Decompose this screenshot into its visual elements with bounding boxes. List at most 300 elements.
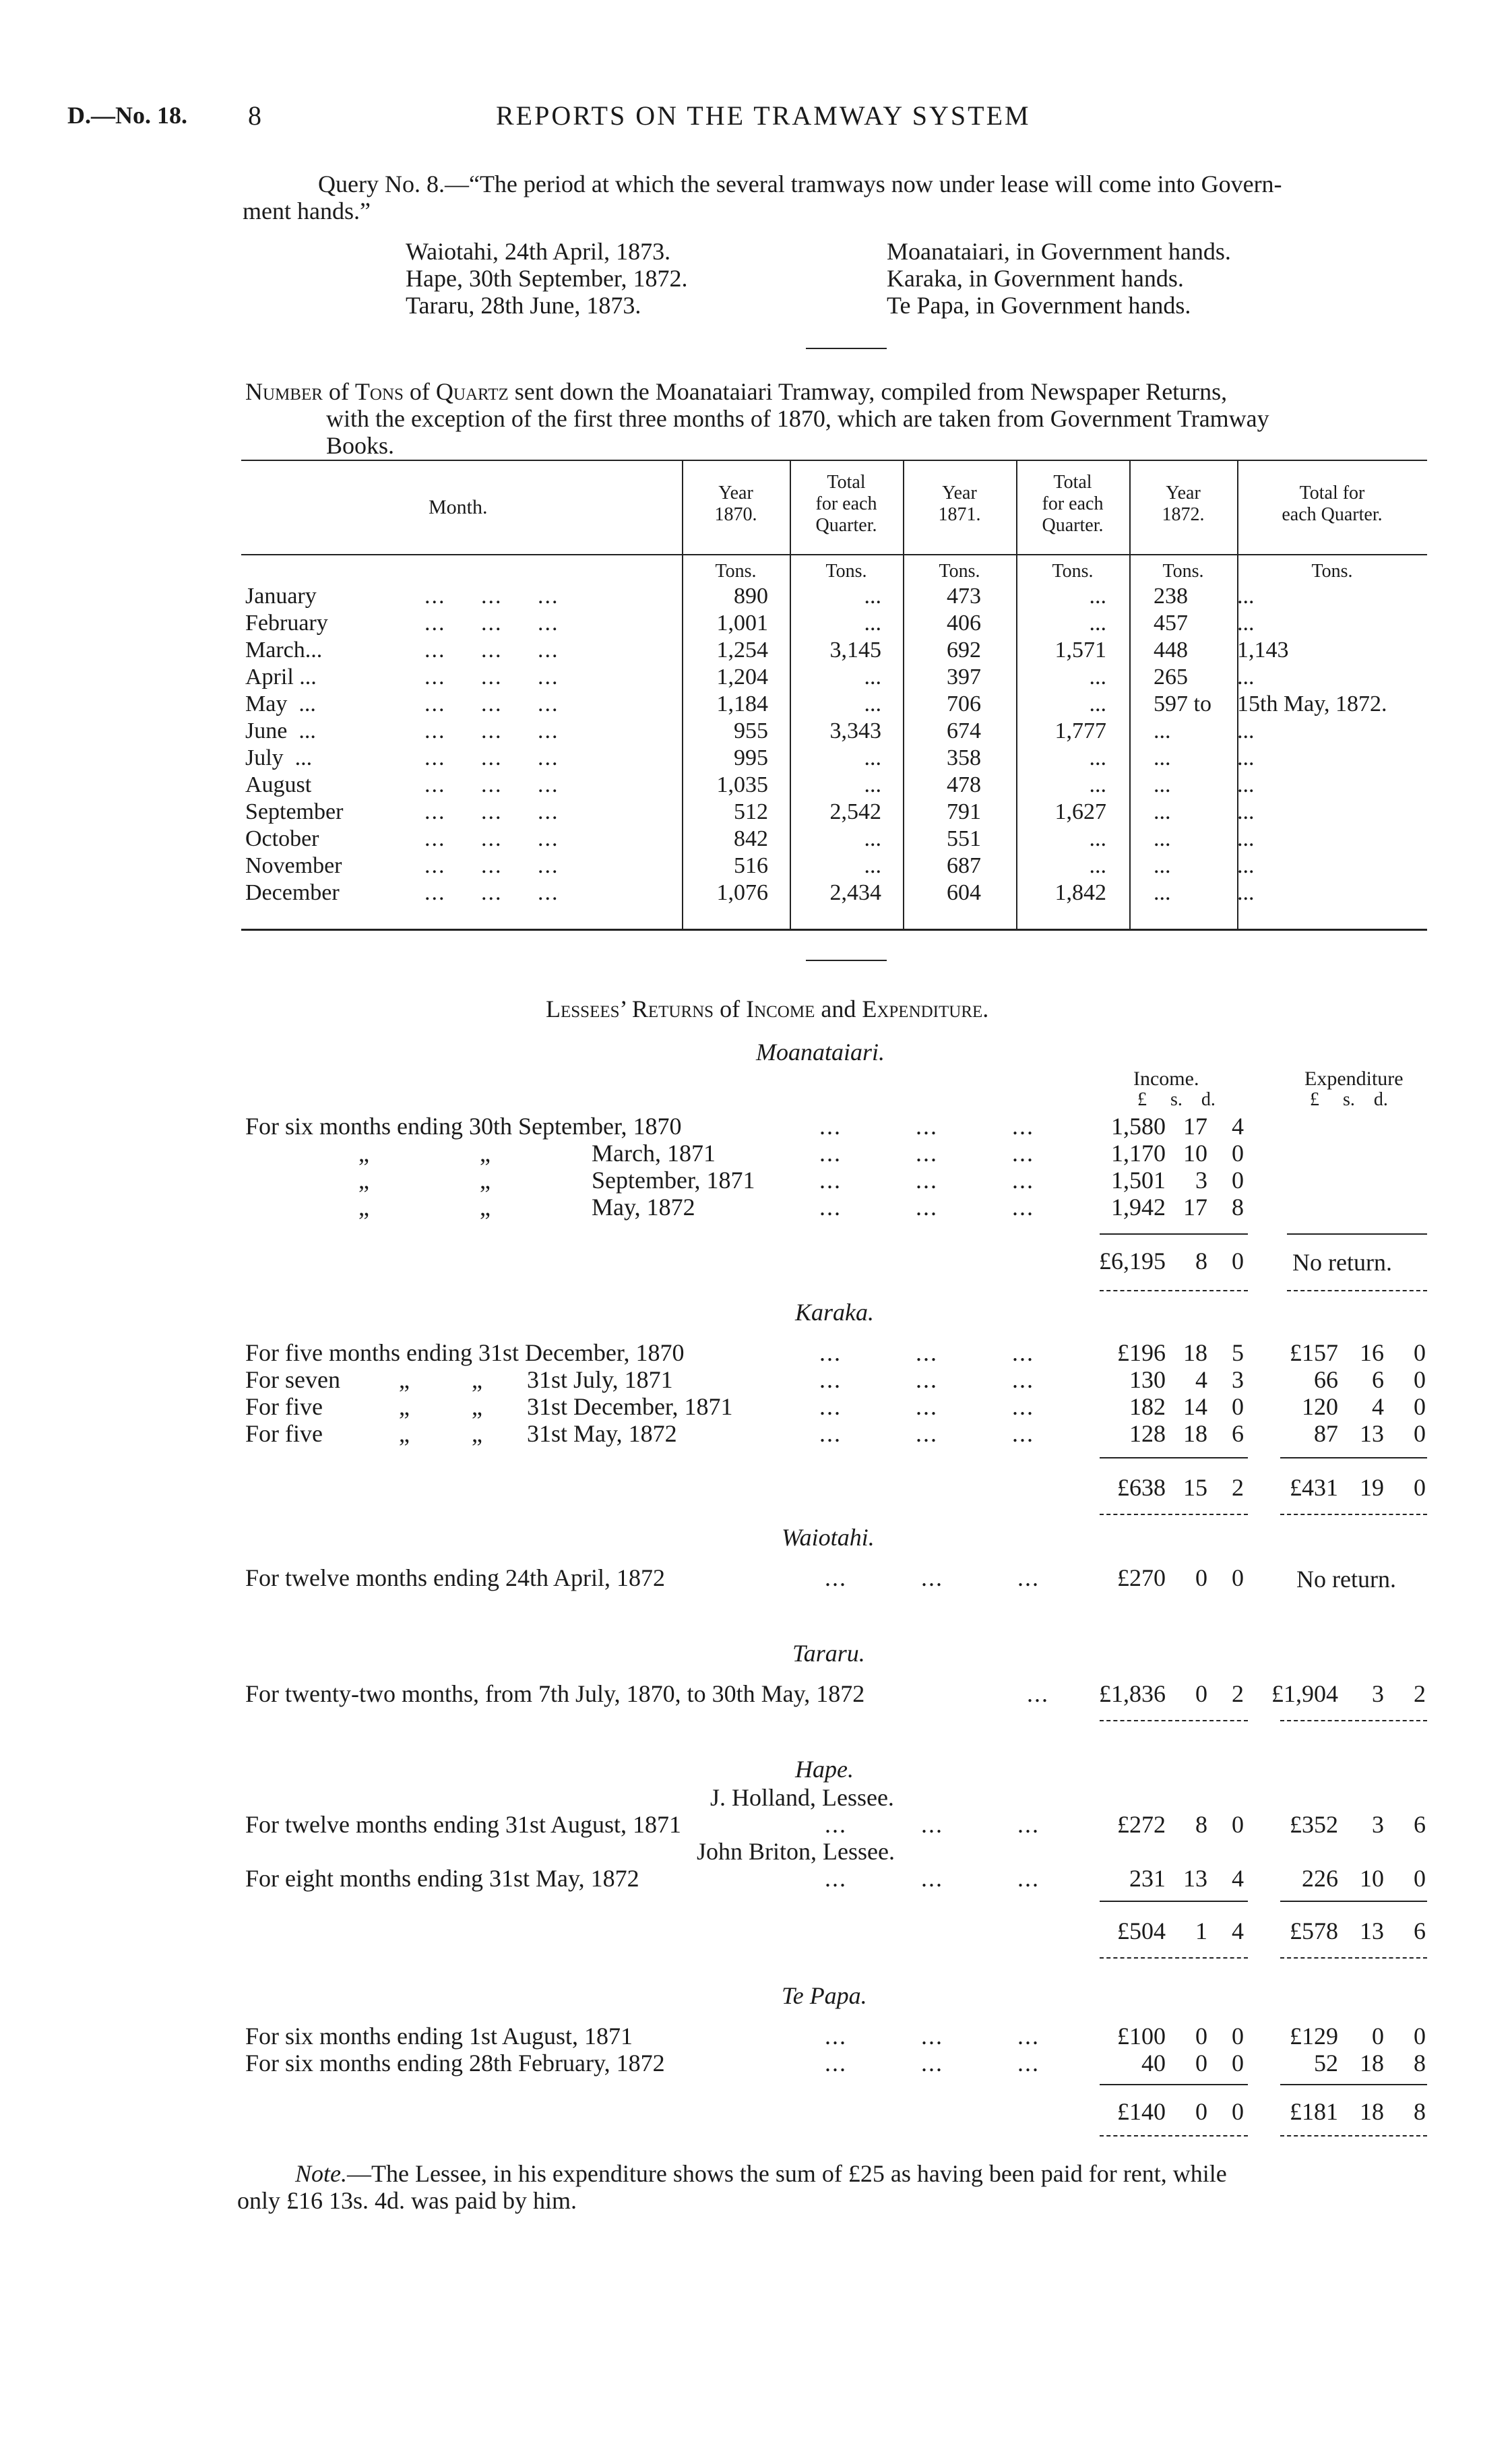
sum-rule [1100, 2084, 1248, 2085]
hape-row-2-dots: ... ... ... [825, 1865, 1040, 1892]
hape-total-exp-pounds: £578 [1290, 1917, 1338, 1944]
karaka-row-dots: ... ... ... [819, 1393, 1034, 1420]
caption-word: Quartz [435, 378, 509, 405]
query-line-2: ment hands.” [243, 197, 371, 224]
tepapa-r2-inc-pounds: 40 [1141, 2050, 1166, 2077]
moanataiari-inc_l: 1,501 [1111, 1167, 1166, 1194]
karaka-total-exp-pence: 0 [1414, 1474, 1426, 1501]
tepapa-total-inc-pence: 0 [1232, 2098, 1244, 2125]
quartz-cell-y1870: 1,184 [716, 691, 768, 716]
waiotahi-inc-pounds: £270 [1117, 1564, 1166, 1591]
hape-row-2-text: For eight months ending 31st May, 1872 [245, 1865, 639, 1892]
quartz-cell-month: February [245, 611, 328, 636]
query-right-3: Te Papa, in Government hands. [887, 292, 1191, 319]
sum-rule [1280, 1514, 1427, 1515]
quartz-cell-q2: ... [1089, 691, 1106, 716]
karaka-row-dots: ... ... ... [819, 1366, 1034, 1393]
heading-word: Lessees’ [546, 995, 626, 1022]
header-year-1872 [1129, 483, 1237, 526]
query-left-3: Tararu, 28th June, 1873. [406, 292, 641, 319]
tararu-text: For twenty-two months, from 7th July, 1870, to 30th May, 1872 [245, 1680, 865, 1707]
quartz-cell-q1: ... [864, 665, 881, 689]
quartz-cell-y1870: 995 [734, 745, 768, 770]
sum-rule [1100, 1290, 1248, 1291]
quartz-cell-month: December [245, 880, 340, 905]
income-lsd: £ s. d. [1137, 1089, 1216, 1110]
sum-rule [1100, 1720, 1248, 1721]
moanataiari-total-pence: 0 [1232, 1248, 1244, 1274]
hape-lessee-1: J. Holland, Lessee. [710, 1784, 894, 1811]
moanataiari-inc_d: 8 [1232, 1194, 1244, 1221]
header-year-1870 [682, 483, 790, 526]
karaka-row-text: For five [245, 1420, 323, 1447]
hape-total-inc-shillings: 1 [1195, 1917, 1207, 1944]
quartz-cell-y1871: 551 [947, 826, 981, 851]
quartz-cell-y1870: 955 [734, 718, 768, 743]
quartz-cell-q1: ... [864, 772, 881, 797]
quartz-cell-q3: ... [1237, 772, 1255, 797]
moanataiari-inc_d: 4 [1232, 1113, 1244, 1140]
quartz-caption-line-2: with the exception of the first three months of 1870, which are taken from Government Tramway [326, 405, 1269, 432]
hape-r2-inc-pence: 4 [1232, 1865, 1244, 1892]
ditto-mark: „ [358, 1194, 369, 1221]
quartz-cell-q3: ... [1237, 745, 1255, 770]
quartz-cell-q1: ... [864, 745, 881, 770]
moanataiari-inc_l: 1,170 [1111, 1140, 1166, 1167]
quartz-cell-y1871: 406 [947, 611, 981, 636]
tepapa-r2-exp-shillings: 18 [1360, 2050, 1384, 2077]
sum-rule [1280, 1901, 1427, 1902]
quartz-cell-y1870: 890 [734, 584, 768, 609]
ditto-mark: „ [399, 1366, 410, 1393]
quartz-cell-y1871: 397 [947, 665, 981, 689]
heading-word: Returns [625, 995, 714, 1022]
quartz-cell-month: August [245, 772, 312, 797]
quartz-cell-q1: ... [864, 853, 881, 878]
quartz-cell-y1870: 516 [734, 853, 768, 878]
karaka-row-dots: ... ... ... [819, 1339, 1034, 1366]
unit-label: Tons. [1311, 561, 1353, 582]
karaka-row-date: 31st May, 1872 [527, 1420, 677, 1447]
quartz-cell-q1: 3,145 [829, 638, 881, 663]
quartz-cell-y1872: ... [1154, 772, 1171, 797]
quartz-cell-q3: ... [1237, 665, 1255, 689]
tararu-exp-pence: 2 [1414, 1680, 1426, 1707]
page-title: REPORTS ON THE TRAMWAY SYSTEM [496, 100, 1031, 131]
karaka-exp-pounds: 66 [1314, 1366, 1338, 1393]
hape-r1-inc-pounds: £272 [1117, 1811, 1166, 1838]
sum-rule [1280, 2135, 1427, 2136]
page-number: 8 [248, 100, 261, 131]
quartz-cell-q3: ... [1237, 718, 1255, 743]
karaka-inc-shillings: 18 [1183, 1420, 1207, 1447]
quartz-cell-y1872: ... [1154, 745, 1171, 770]
heading-word: of [714, 995, 747, 1022]
caption-word: sent down the Moanataiari Tramway, compiled from Newspaper Returns, [508, 378, 1228, 405]
section-te-papa: Te Papa. [782, 1982, 867, 2009]
query-line-1: Query No. 8.—“The period at which the several tramways now under lease will come into Govern- [318, 171, 1282, 197]
quartz-cell-y1872: ... [1154, 853, 1171, 878]
quartz-cell-q1: 2,434 [829, 880, 881, 905]
quartz-cell-month: March... [245, 638, 323, 663]
tararu-exp-pounds: £1,904 [1271, 1680, 1338, 1707]
quartz-cell-q3: 15th May, 1872. [1237, 691, 1387, 716]
note-text: —The Lessee, in his expenditure shows the sum of £25 as having been paid for rent, while [347, 2160, 1227, 2187]
tepapa-r1-exp-pounds: £129 [1290, 2023, 1338, 2050]
moanataiari-dots: ... ... ... [819, 1140, 1034, 1167]
heading-word: Expenditure. [862, 995, 989, 1022]
karaka-exp-pounds: £157 [1290, 1339, 1338, 1366]
quartz-caption-line-1 [245, 377, 1227, 406]
ditto-mark: „ [358, 1140, 369, 1167]
quartz-cell-y1870: 512 [734, 799, 768, 824]
karaka-row-date: 31st July, 1871 [527, 1366, 673, 1393]
hape-r1-inc-pence: 0 [1232, 1811, 1244, 1838]
hape-row-1-text: For twelve months ending 31st August, 1871 [245, 1811, 681, 1838]
quartz-cell-q3: ... [1237, 584, 1255, 609]
quartz-cell-q1: 2,542 [829, 799, 881, 824]
header-text: Quarter. [815, 515, 877, 536]
ditto-mark: „ [480, 1167, 491, 1194]
waiotahi-inc-shillings: 0 [1195, 1564, 1207, 1591]
moanataiari-row-3-text: September, 1871 [592, 1167, 755, 1194]
quartz-cell-dots: ... ... ... [424, 665, 559, 689]
quartz-caption-line-3: Books. [326, 432, 395, 459]
tepapa-r1-inc-pounds: £100 [1117, 2023, 1166, 2050]
moanataiari-inc_l: 1,942 [1111, 1194, 1166, 1221]
karaka-exp-shillings: 13 [1360, 1420, 1384, 1447]
ditto-mark: „ [358, 1167, 369, 1194]
quartz-cell-y1872: ... [1154, 718, 1171, 743]
moanataiari-inc_s: 3 [1195, 1167, 1207, 1194]
sum-rule [1100, 1901, 1248, 1902]
karaka-total-inc-pence: 2 [1232, 1474, 1244, 1501]
moanataiari-row-2-text: March, 1871 [592, 1140, 716, 1167]
quartz-cell-dots: ... ... ... [424, 691, 559, 716]
tepapa-r2-inc-pence: 0 [1232, 2050, 1244, 2077]
quartz-cell-y1870: 842 [734, 826, 768, 851]
sum-rule [1100, 1514, 1248, 1515]
moanataiari-row-4-text: May, 1872 [592, 1194, 695, 1221]
sum-rule [1280, 1957, 1427, 1959]
quartz-cell-month: November [245, 853, 342, 878]
section-tararu: Tararu. [792, 1640, 865, 1667]
hape-r1-exp-shillings: 3 [1372, 1811, 1384, 1838]
quartz-cell-dots: ... ... ... [424, 772, 559, 797]
header-text: each Quarter. [1282, 504, 1383, 525]
tepapa-row-1-dots: ... ... ... [825, 2023, 1040, 2050]
tepapa-row-2-dots: ... ... ... [825, 2050, 1040, 2077]
header-text: for each [1042, 493, 1104, 514]
karaka-inc-shillings: 14 [1183, 1393, 1207, 1420]
query-left-2: Hape, 30th September, 1872. [406, 265, 688, 292]
query-left-1: Waiotahi, 24th April, 1873. [406, 238, 671, 265]
hape-lessee-2: John Briton, Lessee. [697, 1838, 895, 1865]
quartz-cell-y1871: 687 [947, 853, 981, 878]
karaka-total-inc-pounds: £638 [1117, 1474, 1166, 1501]
header-month: Month. [429, 496, 488, 518]
section-moanataiari: Moanataiari. [756, 1039, 885, 1066]
ditto-mark: „ [472, 1420, 482, 1447]
hape-total-inc-pence: 4 [1232, 1917, 1244, 1944]
heading-word: Income [746, 995, 815, 1022]
header-text: Year [1166, 483, 1201, 503]
document-reference: D.—No. 18. [67, 102, 187, 129]
moanataiari-inc_l: 1,580 [1111, 1113, 1166, 1140]
caption-word: of [322, 378, 355, 405]
quartz-cell-y1871: 706 [947, 691, 981, 716]
table-header-rule [241, 554, 1427, 555]
section-karaka: Karaka. [795, 1299, 874, 1326]
sum-rule [1287, 1233, 1427, 1235]
ditto-mark: „ [480, 1194, 491, 1221]
unit-label: Tons. [939, 561, 980, 582]
unit-label: Tons. [1052, 561, 1094, 582]
karaka-row-text: For five [245, 1393, 323, 1420]
karaka-inc-pounds: 182 [1129, 1393, 1166, 1420]
header-text: Total [827, 472, 866, 493]
quartz-cell-dots: ... ... ... [424, 853, 559, 878]
quartz-cell-q2: 1,571 [1054, 638, 1106, 663]
sum-rule [1280, 1720, 1427, 1721]
sum-rule [1100, 1233, 1248, 1235]
quartz-cell-q3: ... [1237, 853, 1255, 878]
quartz-cell-dots: ... ... ... [424, 611, 559, 636]
tararu-inc-pence: 2 [1232, 1680, 1244, 1707]
tararu-dots: ... [1027, 1680, 1049, 1707]
quartz-cell-y1871: 604 [947, 880, 981, 905]
sum-rule [1100, 1457, 1248, 1458]
quartz-cell-month: April ... [245, 665, 317, 689]
quartz-cell-y1871: 358 [947, 745, 981, 770]
karaka-row-text: For seven [245, 1366, 340, 1393]
ditto-mark: „ [472, 1366, 482, 1393]
table-top-rule [241, 460, 1427, 461]
divider [806, 348, 887, 349]
moanataiari-total-shillings: 8 [1195, 1248, 1207, 1274]
tepapa-total-exp-shillings: 18 [1360, 2098, 1384, 2125]
quartz-cell-y1871: 692 [947, 638, 981, 663]
quartz-cell-y1872: ... [1154, 799, 1171, 824]
quartz-cell-y1872: 457 [1154, 611, 1188, 636]
quartz-cell-q3: ... [1237, 826, 1255, 851]
karaka-exp-shillings: 4 [1372, 1393, 1384, 1420]
header-text: 1872. [1162, 504, 1205, 525]
header-text: Total [1053, 472, 1092, 493]
quartz-cell-q2: ... [1089, 853, 1106, 878]
karaka-inc-pence: 6 [1232, 1420, 1244, 1447]
ditto-mark: „ [472, 1393, 482, 1420]
hape-total-exp-shillings: 13 [1360, 1917, 1384, 1944]
divider [806, 960, 887, 961]
unit-label: Tons. [825, 561, 867, 582]
heading-word: and [815, 995, 862, 1022]
karaka-exp-pence: 0 [1414, 1420, 1426, 1447]
waiotahi-inc-pence: 0 [1232, 1564, 1244, 1591]
karaka-inc-pounds: 128 [1129, 1420, 1166, 1447]
quartz-cell-q2: ... [1089, 772, 1106, 797]
karaka-total-exp-shillings: 19 [1360, 1474, 1384, 1501]
quartz-cell-q1: ... [864, 826, 881, 851]
hape-r2-inc-shillings: 13 [1183, 1865, 1207, 1892]
quartz-cell-q1: ... [864, 691, 881, 716]
quartz-cell-y1871: 473 [947, 584, 981, 609]
tepapa-row-2-text: For six months ending 28th February, 1872 [245, 2050, 665, 2077]
header-year-1871 [903, 483, 1016, 526]
caption-word: Tons [354, 378, 404, 405]
header-text: 1871. [938, 504, 981, 525]
header-text: Year [718, 483, 753, 503]
tepapa-total-inc-shillings: 0 [1195, 2098, 1207, 2125]
caption-word: of [403, 378, 436, 405]
lessees-heading [546, 995, 988, 1023]
quartz-cell-q3: ... [1237, 611, 1255, 636]
quartz-cell-q1: ... [864, 611, 881, 636]
hape-r2-exp-pence: 0 [1414, 1865, 1426, 1892]
quartz-cell-y1870: 1,001 [716, 611, 768, 636]
hape-r1-exp-pence: 6 [1414, 1811, 1426, 1838]
quartz-cell-q2: 1,627 [1054, 799, 1106, 824]
header-total-quarter-1 [790, 472, 903, 536]
sum-rule [1100, 1957, 1248, 1959]
karaka-exp-pounds: 120 [1302, 1393, 1338, 1420]
tepapa-r1-exp-pence: 0 [1414, 2023, 1426, 2050]
quartz-cell-y1872: 238 [1154, 584, 1188, 609]
header-text: Year [942, 483, 977, 503]
quartz-cell-month: October [245, 826, 319, 851]
header-text: Quarter. [1042, 515, 1104, 536]
ditto-mark: „ [399, 1393, 410, 1420]
header-text: 1870. [714, 504, 757, 525]
header-total-quarter-3 [1237, 483, 1427, 526]
quartz-cell-dots: ... ... ... [424, 584, 559, 609]
tepapa-r2-exp-pounds: 52 [1314, 2050, 1338, 2077]
quartz-cell-q2: 1,842 [1054, 880, 1106, 905]
quartz-cell-q2: ... [1089, 826, 1106, 851]
karaka-row-text: For five months ending 31st December, 1870 [245, 1339, 685, 1366]
moanataiari-dots: ... ... ... [819, 1194, 1034, 1221]
section-waiotahi: Waiotahi. [782, 1524, 875, 1551]
quartz-cell-dots: ... ... ... [424, 826, 559, 851]
moanataiari-exp-total: No return. [1292, 1249, 1392, 1276]
quartz-cell-q1: ... [864, 584, 881, 609]
quartz-cell-month: July ... [245, 745, 313, 770]
ditto-mark: „ [480, 1140, 491, 1167]
tepapa-r1-inc-pence: 0 [1232, 2023, 1244, 2050]
moanataiari-dots: ... ... ... [819, 1113, 1034, 1140]
hape-r1-exp-pounds: £352 [1290, 1811, 1338, 1838]
moanataiari-inc_d: 0 [1232, 1140, 1244, 1167]
quartz-cell-month: June ... [245, 718, 316, 743]
note-line-1 [295, 2159, 1227, 2188]
sum-rule [1280, 1457, 1427, 1458]
quartz-cell-y1871: 478 [947, 772, 981, 797]
moanataiari-inc_d: 0 [1232, 1167, 1244, 1194]
quartz-cell-dots: ... ... ... [424, 799, 559, 824]
moanataiari-total-pounds: £6,195 [1099, 1248, 1166, 1274]
karaka-row-date: 31st December, 1871 [527, 1393, 733, 1420]
table-bottom-rule [241, 929, 1427, 931]
income-label: Income. [1133, 1068, 1199, 1090]
sum-rule [1280, 2084, 1427, 2085]
quartz-cell-q2: ... [1089, 745, 1106, 770]
tepapa-total-exp-pounds: £181 [1290, 2098, 1338, 2125]
quartz-cell-q2: ... [1089, 665, 1106, 689]
quartz-cell-month: January [245, 584, 317, 609]
tararu-inc-shillings: 0 [1195, 1680, 1207, 1707]
karaka-exp-shillings: 6 [1372, 1366, 1384, 1393]
quartz-cell-y1870: 1,254 [716, 638, 768, 663]
tepapa-r2-exp-pence: 8 [1414, 2050, 1426, 2077]
tepapa-r2-inc-shillings: 0 [1195, 2050, 1207, 2077]
hape-r2-inc-pounds: 231 [1129, 1865, 1166, 1892]
quartz-cell-month: September [245, 799, 344, 824]
expenditure-label: Expenditure [1304, 1068, 1404, 1090]
query-right-2: Karaka, in Government hands. [887, 265, 1184, 292]
waiotahi-dots: ... ... ... [825, 1564, 1040, 1591]
karaka-inc-pounds: 130 [1129, 1366, 1166, 1393]
karaka-total-exp-pounds: £431 [1290, 1474, 1338, 1501]
karaka-exp-pence: 0 [1414, 1366, 1426, 1393]
moanataiari-inc_s: 17 [1183, 1113, 1207, 1140]
quartz-cell-q3: 1,143 [1237, 638, 1289, 663]
karaka-exp-pounds: 87 [1314, 1420, 1338, 1447]
karaka-inc-shillings: 4 [1195, 1366, 1207, 1393]
ditto-mark: „ [399, 1420, 410, 1447]
waiotahi-exp: No return. [1296, 1566, 1396, 1593]
moanataiari-inc_s: 17 [1183, 1194, 1207, 1221]
quartz-cell-q2: ... [1089, 611, 1106, 636]
karaka-row-dots: ... ... ... [819, 1420, 1034, 1447]
query-right-1: Moanataiari, in Government hands. [887, 238, 1231, 265]
karaka-inc-shillings: 18 [1183, 1339, 1207, 1366]
quartz-cell-y1870: 1,035 [716, 772, 768, 797]
unit-label: Tons. [1162, 561, 1204, 582]
quartz-cell-q2: 1,777 [1054, 718, 1106, 743]
karaka-inc-pence: 0 [1232, 1393, 1244, 1420]
quartz-cell-y1871: 674 [947, 718, 981, 743]
karaka-exp-pence: 0 [1414, 1339, 1426, 1366]
karaka-inc-pence: 3 [1232, 1366, 1244, 1393]
karaka-inc-pounds: £196 [1117, 1339, 1166, 1366]
header-text: Total for [1299, 483, 1365, 503]
quartz-cell-y1871: 791 [947, 799, 981, 824]
note-label: Note. [295, 2160, 347, 2187]
tepapa-r1-exp-shillings: 0 [1372, 2023, 1384, 2050]
quartz-cell-dots: ... ... ... [424, 718, 559, 743]
moanataiari-inc_s: 10 [1183, 1140, 1207, 1167]
quartz-cell-dots: ... ... ... [424, 638, 559, 663]
karaka-total-inc-shillings: 15 [1183, 1474, 1207, 1501]
hape-row-1-dots: ... ... ... [825, 1811, 1040, 1838]
quartz-cell-q3: ... [1237, 799, 1255, 824]
quartz-cell-y1872: 597 to [1154, 691, 1211, 716]
hape-total-exp-pence: 6 [1414, 1917, 1426, 1944]
hape-total-inc-pounds: £504 [1117, 1917, 1166, 1944]
caption-word: Number [245, 378, 323, 405]
tepapa-total-inc-pounds: £140 [1117, 2098, 1166, 2125]
moanataiari-row-1-text: For six months ending 30th September, 1870 [245, 1113, 682, 1140]
quartz-cell-y1870: 1,076 [716, 880, 768, 905]
karaka-inc-pence: 5 [1232, 1339, 1244, 1366]
quartz-cell-y1872: ... [1154, 826, 1171, 851]
section-hape: Hape. [795, 1756, 854, 1783]
waiotahi-text: For twelve months ending 24th April, 1872 [245, 1564, 665, 1591]
column-rule [1129, 460, 1131, 929]
expenditure-lsd: £ s. d. [1310, 1089, 1388, 1110]
quartz-cell-y1872: ... [1154, 880, 1171, 905]
hape-r2-exp-pounds: 226 [1302, 1865, 1338, 1892]
